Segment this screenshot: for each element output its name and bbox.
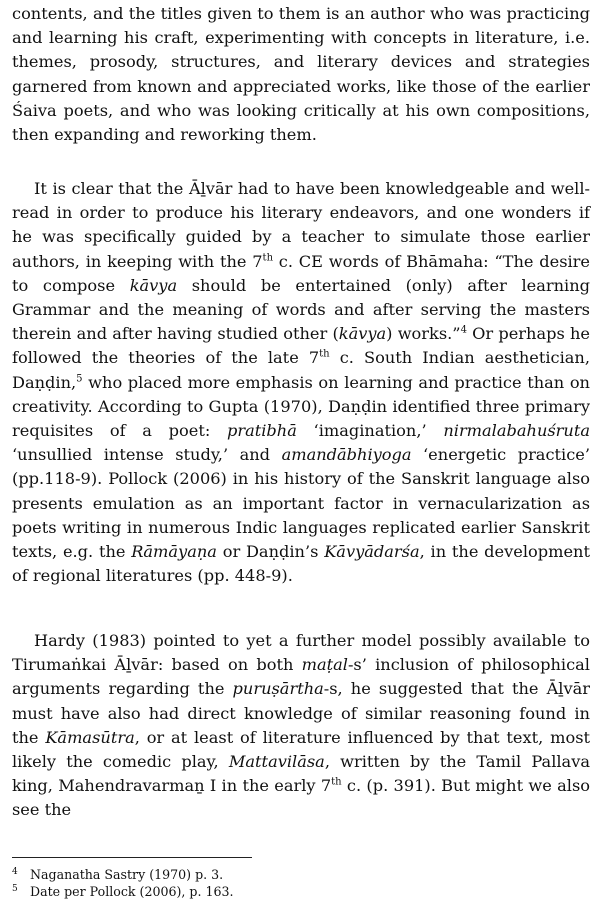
text-run: c. South Indian aesthetician, Daṇḍin, — [12, 348, 590, 392]
text-run: , written by the Tamil Pallava king, Mahendravarmaṉ I in the early 7 — [12, 752, 590, 796]
text-run: c. (p. 391). But might we also see the — [12, 776, 591, 820]
text-run: ‘energetic practice’ (pp.118-9). Pollock (2006) in his history of the Sanskrit language also presents emulation as an important factor in vernacularization as poets writing in numerous Indic languages replicated earlier Sanskrit texts, e.g. the — [12, 445, 590, 562]
italic-term: kāvya — [129, 275, 178, 295]
superscript: th — [319, 349, 330, 361]
italic-term: Kāmasūtra — [45, 727, 135, 747]
text-run: or Daṇḍin’s — [216, 542, 325, 562]
footnote-text: Naganatha Sastry (1970) p. 3. — [30, 867, 224, 882]
text-run: ) works.” — [386, 324, 461, 344]
body-paragraph-3 — [12, 629, 590, 823]
superscript: th — [331, 776, 342, 788]
italic-term: Rāmāyaṇa — [131, 542, 217, 562]
text-run: should be entertained (only) after learning Grammar and the meaning of words and after serving the masters therein and after having studied other ( — [12, 275, 590, 344]
body-paragraph-2 — [12, 177, 590, 588]
body-paragraph-1 — [12, 2, 590, 147]
text-run: Or perhaps he followed the theories of the late 7 — [12, 324, 590, 368]
superscript: 4 — [460, 324, 467, 336]
footnote-4: 4 Naganatha Sastry (1970) p. 3. — [12, 866, 224, 882]
footnote-5: 5 Date per Pollock (2006), p. 163. — [12, 883, 234, 899]
text-run: -s, he suggested that the Āḻvār must have also had direct knowledge of similar reasoning found in the — [12, 679, 590, 747]
italic-term: Mattavilāsa — [228, 752, 325, 772]
italic-term: puruṣārtha — [232, 679, 324, 699]
footnote-divider — [12, 857, 252, 858]
text-run: Hardy (1983) pointed to yet a further model possibly available to Tirumaṅkai Āḻvār: based on both — [12, 631, 590, 675]
text-run: ‘imagination,’ — [296, 421, 444, 441]
italic-term: nirmalabahuśruta — [443, 421, 591, 441]
text-run: contents, and the titles given to them is an author who was practicing and learning his craft, experimenting with concepts in literature, i.e. themes, prosody, structures, and literary devices and strategies garnered from known and appreciated works, like those of the earlier Śaiva poets, and who was looking critically at his own compositions, then expanding and reworking them. — [12, 4, 590, 145]
footnote-text: Date per Pollock (2006), p. 163. — [30, 884, 234, 899]
italic-term: maṭal — [301, 655, 348, 675]
text-run: It is clear that the Āḻvār had to have been knowledgeable and well-read in order to produce his literary endeavors, and one wonders if he was specifically guided by a teacher to simulate those earlier authors, in keeping with the 7 — [12, 179, 590, 271]
text-run: c. CE words of Bhāmaha: “The desire to compose — [12, 251, 590, 295]
text-run: -s’ inclusion of philosophical arguments regarding the — [12, 655, 590, 699]
italic-term: pratibhā — [226, 421, 297, 441]
italic-term: amandābhiyoga — [281, 445, 412, 465]
italic-term: Kāvyādarśa — [324, 542, 420, 562]
text-run: , in the development of regional literatures (pp. 448-9). — [12, 542, 590, 586]
text-run: , or at least of literature influenced by that text, most likely the comedic play, — [12, 727, 591, 772]
text-run: who placed more emphasis on learning and practice than on creativity. According to Gupta (1970), Daṇḍin identified three primary requisites of a poet: — [12, 372, 590, 441]
superscript: th — [262, 252, 274, 264]
italic-term: kāvya — [338, 324, 387, 344]
superscript: 5 — [76, 373, 83, 385]
text-run: ‘unsullied intense study,’ and — [12, 445, 282, 465]
